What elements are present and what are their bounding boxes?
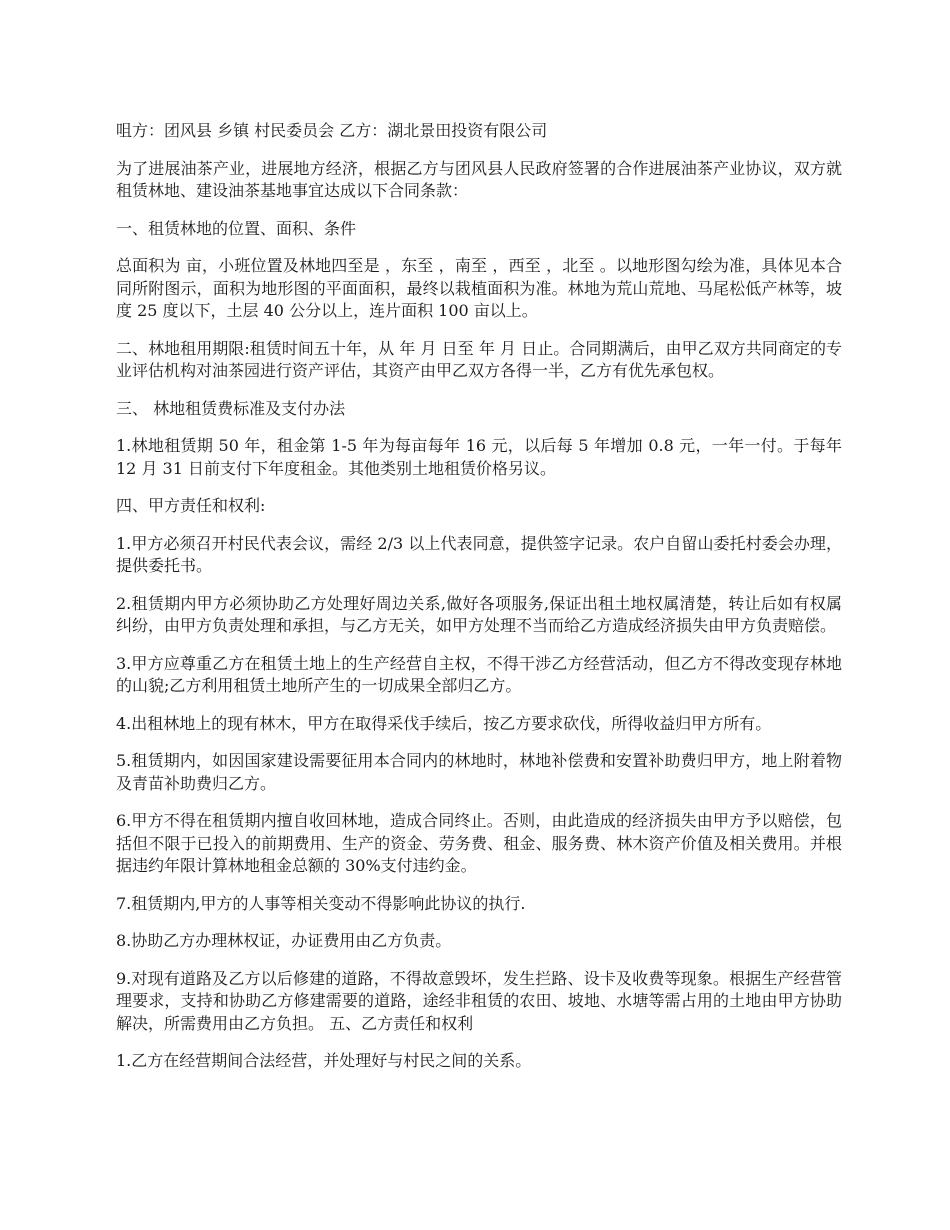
section-4-item-7: 7.租赁期内,甲方的人事等相关变动不得影响此协议的执行. bbox=[116, 893, 526, 913]
section-4-item-3: 3.甲方应尊重乙方在租赁土地上的生产经营自主权，不得干涉乙方经营活动，但乙方不得改变现存林地的山貌;乙方利用租赁土地所产生的一切成果全部归乙方。 bbox=[116, 653, 842, 695]
section-4-item-1: 1.甲方必须召开村民代表会议，需经 2/3 以上代表同意，提供签字记录。农户自留山委托村委会办理，提供委托书。 bbox=[116, 533, 842, 575]
document-body bbox=[116, 120, 842, 1088]
preamble-paragraph: 为了进展油茶产业，进展地方经济，根据乙方与团风县人民政府签署的合作进展油茶产业协议，双方就租赁林地、建设油茶基地事宜达成以下合同条款： bbox=[116, 158, 842, 200]
section-1-heading: 一、租赁林地的位置、面积、条件 bbox=[116, 218, 357, 238]
party-line: 咀方：团风县 乡镇 村民委员会 乙方：湖北景田投资有限公司 bbox=[116, 121, 548, 140]
section-5-item-1: 1.乙方在经营期间合法经营，并处理好与村民之间的关系。 bbox=[116, 1051, 532, 1070]
section-2-paragraph: 二、林地租用期限:租赁时间五十年，从 年 月 日至 年 月 日止。合同期满后，由甲乙双方共同商定的专业评估机构对油茶园进行资产评估，其资产由甲乙双方各得一半，乙方有优先承包权。 bbox=[116, 338, 842, 380]
section-4-item-5: 5.租赁期内，如因国家建设需要征用本合同内的林地时，林地补偿费和安置补助费归甲方，地上附着物及青苗补助费归乙方。 bbox=[116, 751, 842, 793]
section-4-item-6: 6.甲方不得在租赁期内擅自收回林地，造成合同终止。否则，由此造成的经济损失由甲方予以赔偿，包括但不限于已投入的前期费用、生产的资金、劳务费、租金、服务费、林木资产价值及相关费用。并根据违约年限计算林地租金总额的 30%支付违约金。 bbox=[116, 811, 842, 875]
section-1-body: 总面积为 亩，小班位置及林地四至是 ，东至 ，南至 ，西至 ，北至 。以地形图勾绘为准，具体见本合同所附图示，面积为地形图的平面面积，最终以栽植面积为准。林地为荒山荒地、马尾松低产林等，坡度 25 度以下，土层 40 公分以上，连片面积 100 亩以上。 bbox=[116, 256, 842, 320]
section-4-heading: 四、甲方责任和权利: bbox=[116, 496, 266, 515]
section-4-item-8: 8.协助乙方办理林权证，办证费用由乙方负责。 bbox=[116, 931, 452, 950]
section-4-item-4: 4.出租林地上的现有林木，甲方在取得采伐手续后，按乙方要求砍伐，所得收益归甲方所有。 bbox=[116, 713, 772, 733]
section-3-heading: 三、 林地租赁费标准及支付办法 bbox=[116, 398, 346, 418]
section-4-item-2: 2.租赁期内甲方必须协助乙方处理好周边关系,做好各项服务,保证出租土地权属清楚，转让后如有权属纠纷，由甲方负责处理和承担，与乙方无关，如甲方处理不当而给乙方造成经济损失由甲方负责赔偿。 bbox=[116, 593, 842, 635]
section-3-item-1: 1.林地租赁期 50 年，租金第 1-5 年为每亩每年 16 元，以后每 5 年增加 0.8 元，一年一付。于每年 12 月 31 日前支付下年度租金。其他类别土地租赁价格另议。 bbox=[116, 436, 842, 478]
section-4-item-9: 9.对现有道路及乙方以后修建的道路，不得故意毁坏，发生拦路、设卡及收费等现象。根据生产经营管理要求，支持和协助乙方修建需要的道路，途经非租赁的农田、坡地、水塘等需占用的土地由甲方协助解决，所需费用由乙方负担。 五、乙方责任和权利 bbox=[116, 968, 842, 1033]
